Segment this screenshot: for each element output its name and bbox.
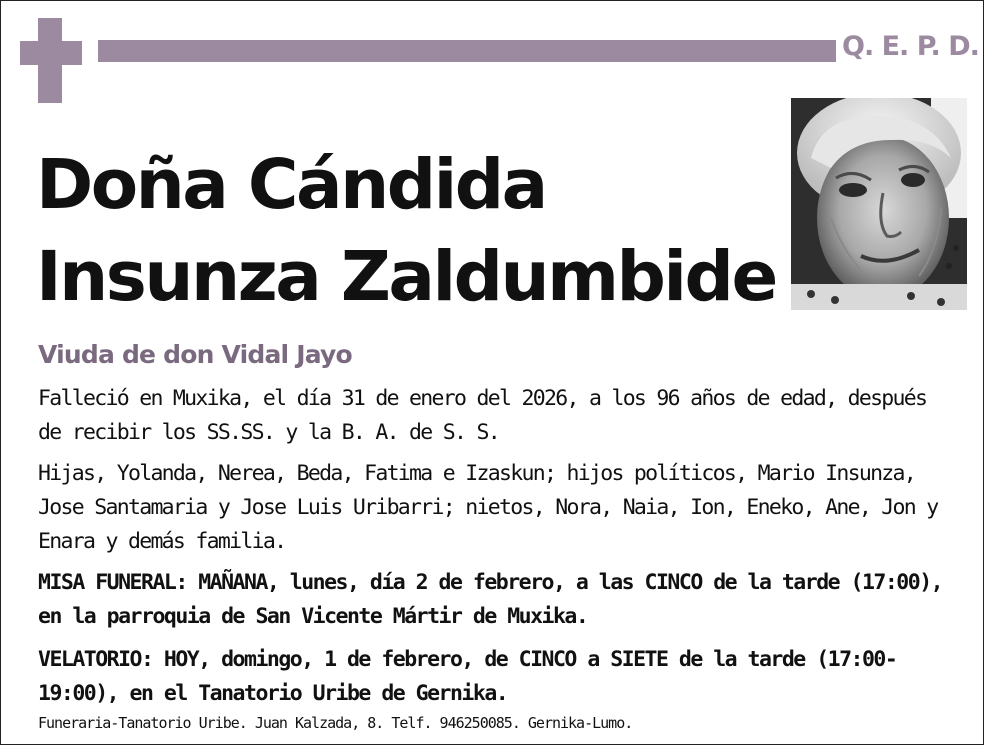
funeral-home-footer: Funeraria-Tanatorio Uribe. Juan Kalzada, 8. Telf. 946250085. Gernika-Lumo. (38, 714, 633, 732)
portrait-photo (791, 98, 967, 310)
portrait-image (791, 98, 967, 310)
deceased-name-line2: Insunza Zaldumbide (36, 237, 776, 317)
header-rule (98, 40, 836, 62)
death-notice-paragraph: Falleció en Muxika, el día 31 de enero del 2026, a los 96 años de edad, después de recibir los SS.SS. y la B. A. de S. S. (38, 386, 927, 445)
deceased-name (36, 139, 776, 323)
family-paragraph: Hijas, Yolanda, Nerea, Beda, Fatima e Izaskun; hijos políticos, Mario Insunza, Jose Santamaria y Jose Luis Uribarri; nietos, Nora, Naia, Ion, Eneko, Ane, Jon y Enara y demás familia. (38, 461, 938, 554)
funeral-mass-paragraph: MISA FUNERAL: MAÑANA, lunes, día 2 de febrero, a las CINCO de la tarde (17:00), en la parroquia de San Vicente Mártir de Muxika. (38, 570, 943, 629)
deceased-name-line1: Doña Cándida (36, 145, 546, 225)
cross-horizontal-bar (20, 41, 82, 65)
qepd-label: Q. E. P. D. (842, 31, 979, 62)
wake-paragraph: VELATORIO: HOY, domingo, 1 de febrero, de CINCO a SIETE de la tarde (17:00-19:00), en el Tanatorio Uribe de Gernika. (38, 647, 897, 706)
cross-icon (20, 18, 82, 103)
widow-of-line: Viuda de don Vidal Jayo (38, 340, 352, 369)
